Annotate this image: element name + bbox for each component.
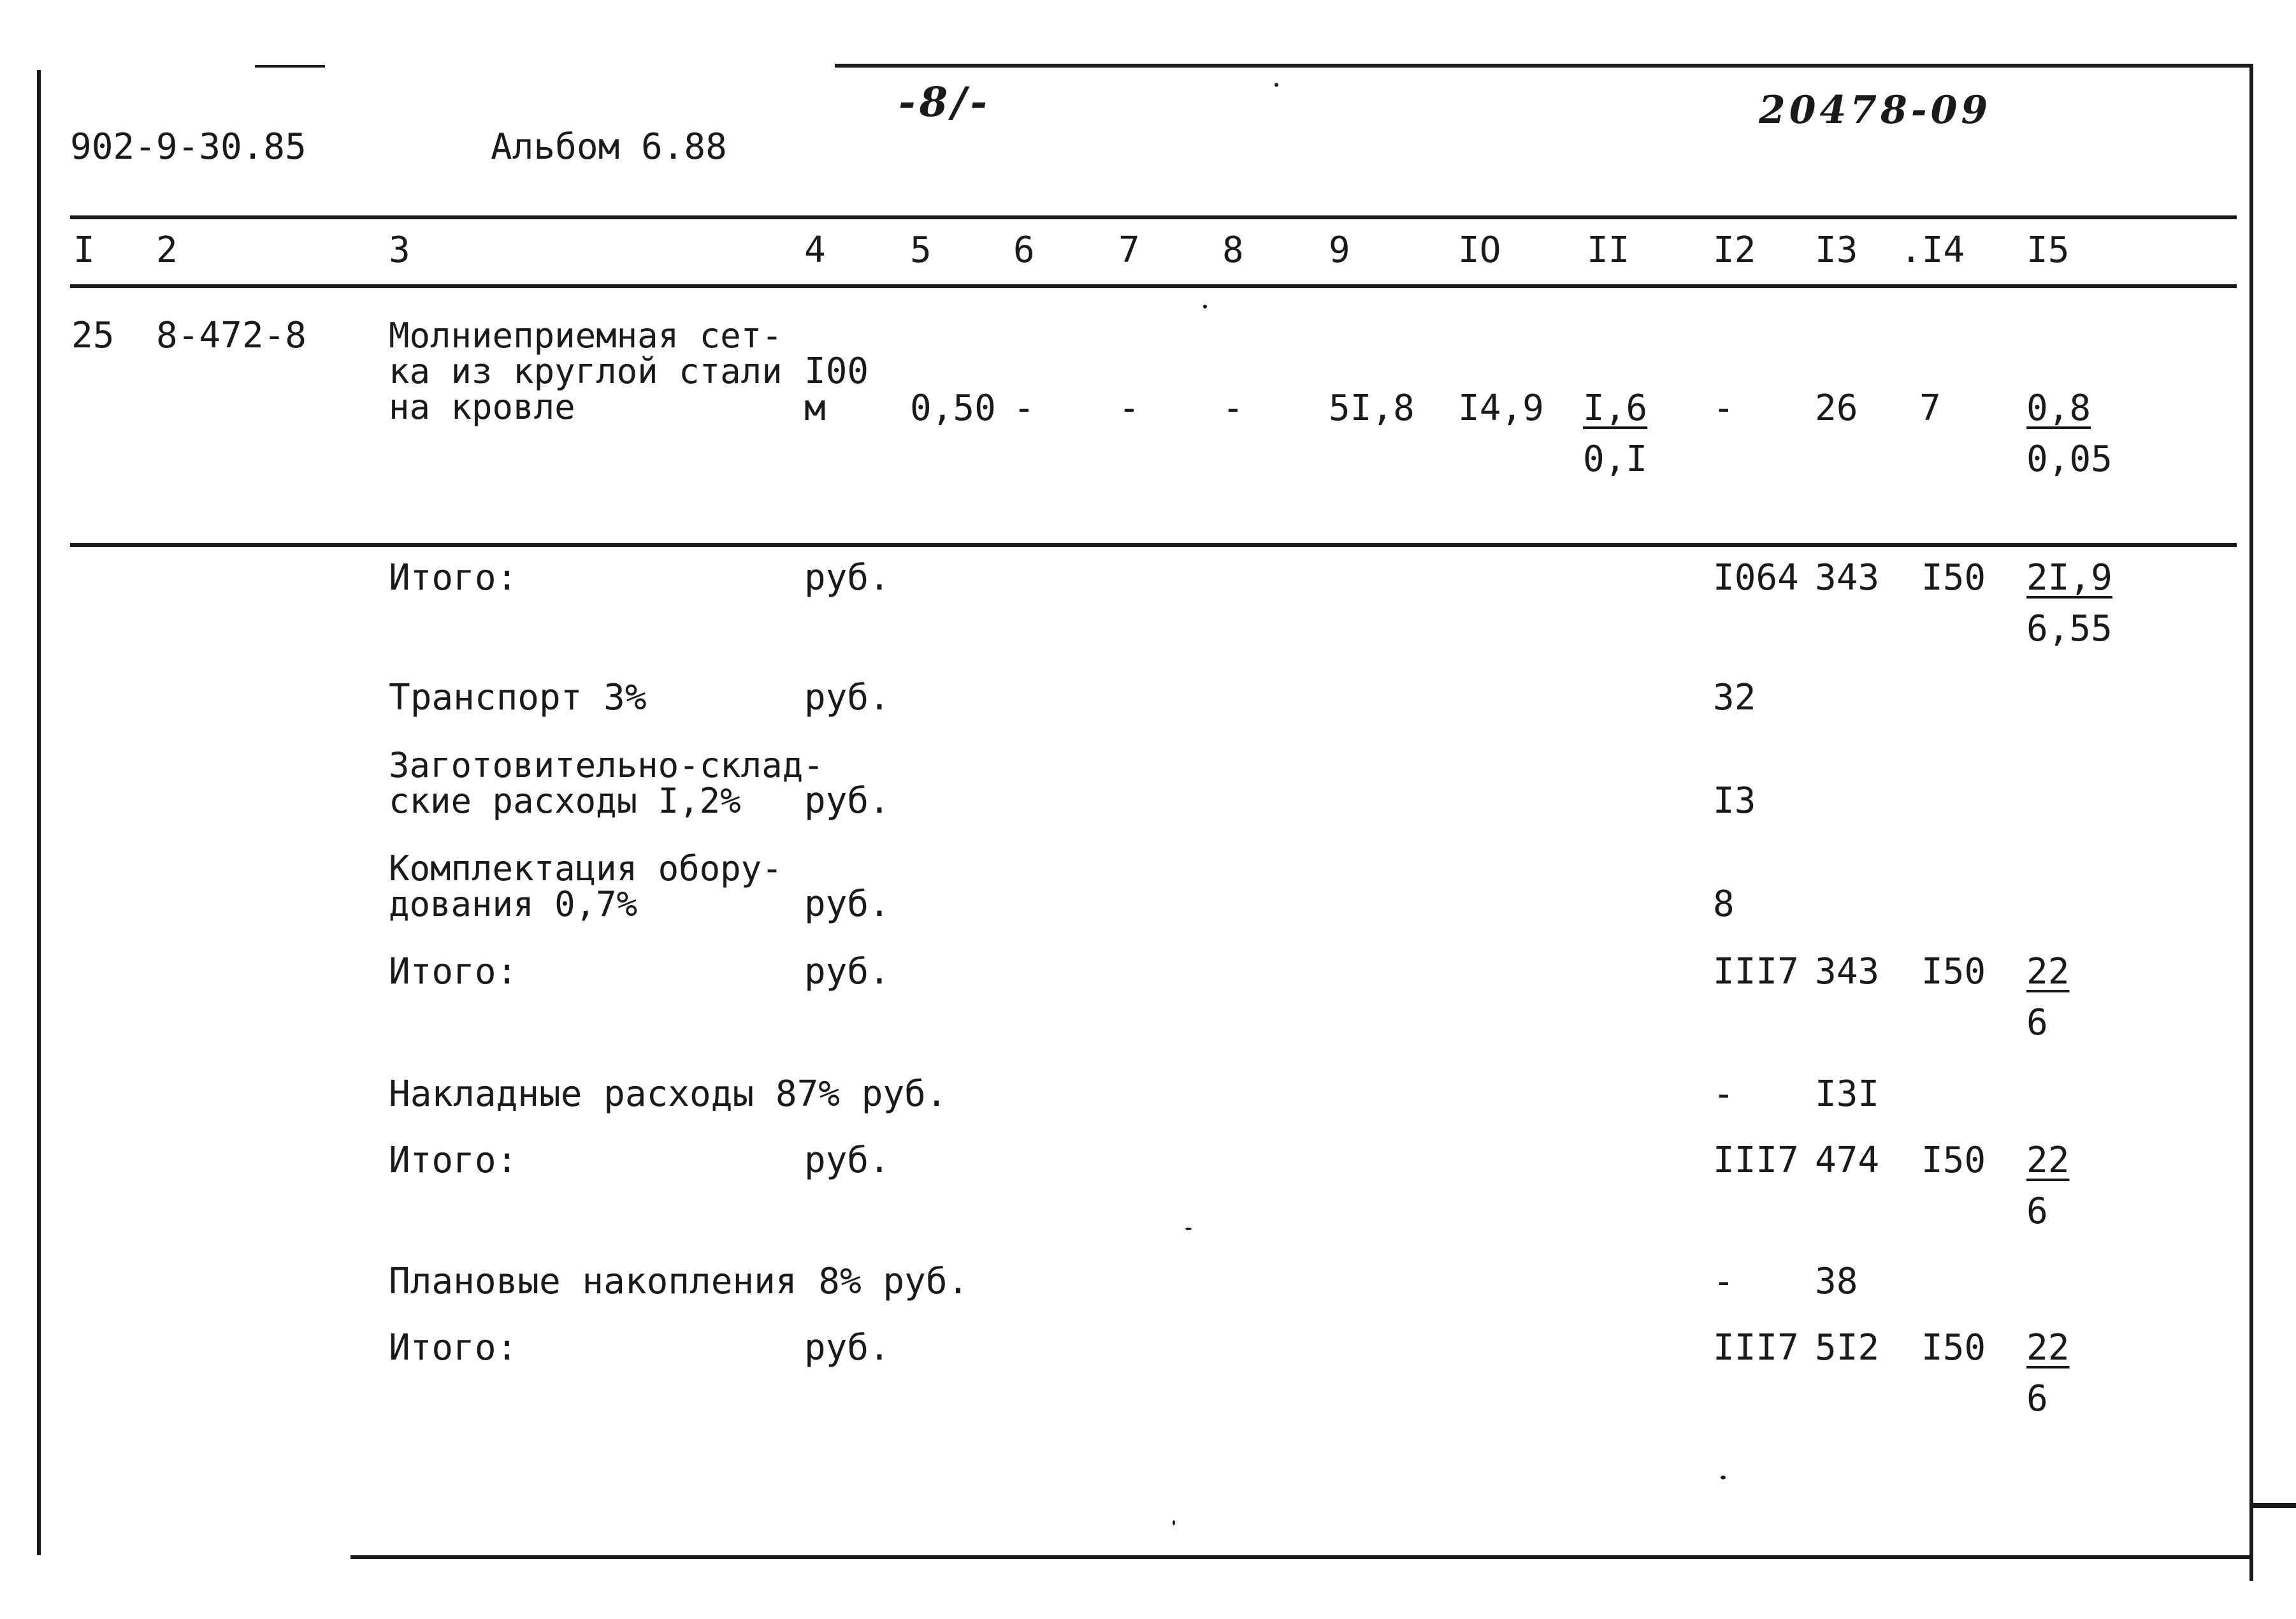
summary-label: Итого:	[389, 951, 518, 992]
summary-unit: руб.	[804, 951, 890, 992]
column-header: 4	[804, 229, 826, 271]
item-unit-qty: I00	[804, 351, 869, 392]
item-col-6: -	[1013, 388, 1035, 429]
summary-col-12: 32	[1713, 677, 1756, 718]
summary-col-12: III7	[1713, 1140, 1799, 1181]
column-header: II	[1587, 229, 1630, 271]
item-unit-name: м	[804, 388, 826, 429]
summary-unit: руб.	[804, 883, 890, 925]
summary-col-15-bottom: 6	[2026, 1378, 2048, 1419]
summary-unit: руб.	[804, 780, 890, 822]
archive-number: 20478-09	[1759, 88, 1992, 133]
summary-col-12: -	[1713, 1261, 1735, 1302]
summary-unit: руб.	[804, 677, 890, 718]
column-header: 7	[1118, 229, 1140, 271]
item-code: 8-472-8	[156, 315, 307, 356]
column-header: 5	[910, 229, 932, 271]
column-header: I5	[2026, 229, 2070, 271]
summary-label: Итого:	[389, 557, 518, 599]
summary-col-12: I064	[1713, 557, 1799, 599]
summary-col-12: -	[1713, 1073, 1735, 1115]
summary-unit: руб.	[804, 1327, 890, 1369]
column-header: 3	[389, 229, 410, 271]
summary-col-15-bottom: 6,55	[2026, 608, 2112, 650]
summary-col-13: 5I2	[1815, 1327, 1880, 1369]
summary-label: Комплектация обору-	[389, 848, 783, 889]
summary-label: Транспорт 3%	[389, 677, 647, 718]
summary-label: ские расходы I,2%	[389, 781, 741, 821]
summary-label: Заготовительно-склад-	[389, 745, 824, 785]
column-header: I3	[1815, 229, 1858, 271]
bottom-rule	[350, 1555, 2252, 1559]
summary-unit: руб.	[804, 557, 890, 599]
summary-col-15-top: 22	[2026, 951, 2070, 992]
top-stub-left	[255, 65, 325, 68]
summary-col-15-top: 22	[2026, 1140, 2070, 1181]
item-col-5: 0,50	[910, 388, 996, 429]
summary-label: Плановые накопления 8% руб.	[389, 1261, 969, 1302]
item-description-line: на кровле	[389, 387, 575, 427]
summary-col-12: 8	[1713, 883, 1735, 925]
item-col-12: -	[1713, 388, 1735, 429]
summary-col-13: I3I	[1815, 1073, 1880, 1115]
item-separator-rule	[70, 543, 2237, 547]
summary-col-15-top: 2I,9	[2026, 557, 2112, 599]
right-border	[2249, 64, 2253, 1581]
item-number: 25	[71, 315, 115, 356]
top-border-right	[835, 64, 2253, 68]
column-header: 6	[1013, 229, 1035, 271]
summary-col-13: 474	[1815, 1140, 1880, 1181]
item-col-10: I4,9	[1458, 388, 1544, 429]
speck	[1173, 1520, 1175, 1525]
speck	[1721, 1476, 1726, 1479]
summary-col-15-bottom: 6	[2026, 1002, 2048, 1043]
speck	[1274, 83, 1278, 87]
summary-col-15-bottom: 6	[2026, 1191, 2048, 1232]
summary-col-14: I50	[1921, 951, 1986, 992]
item-description-line: Молниеприемная сет-	[389, 316, 783, 356]
item-col-15-top: 0,8	[2026, 388, 2091, 429]
item-col-11-bottom: 0,I	[1583, 439, 1648, 480]
summary-col-13: 38	[1815, 1261, 1858, 1302]
column-header: I2	[1713, 229, 1756, 271]
item-col-9: 5I,8	[1329, 388, 1415, 429]
summary-col-14: I50	[1921, 1327, 1986, 1369]
summary-col-14: I50	[1921, 1140, 1986, 1181]
item-col-11-top: I,6	[1583, 388, 1648, 429]
summary-col-13: 343	[1815, 951, 1880, 992]
item-col-13: 26	[1815, 388, 1858, 429]
header-rule-top	[70, 215, 2237, 219]
summary-label: Итого:	[389, 1140, 518, 1181]
item-description-line: ка из круглой стали	[389, 351, 783, 391]
column-header: IO	[1458, 229, 1501, 271]
left-border	[37, 70, 41, 1555]
item-col-14: 7	[1919, 388, 1941, 429]
right-edge-tick	[2251, 1503, 2296, 1508]
speck	[1185, 1228, 1192, 1230]
column-header: I	[73, 229, 95, 271]
page-number: -8/-	[899, 78, 992, 126]
item-col-7: -	[1118, 388, 1140, 429]
speck	[1203, 305, 1207, 309]
summary-col-12: III7	[1713, 1327, 1799, 1369]
summary-col-15-top: 22	[2026, 1327, 2070, 1369]
album-label: Альбом 6.88	[491, 126, 727, 168]
column-header: 9	[1329, 229, 1350, 271]
summary-label: Накладные расходы 87% руб.	[389, 1073, 948, 1115]
summary-unit: руб.	[804, 1140, 890, 1181]
summary-col-13: 343	[1815, 557, 1880, 599]
summary-label: Итого:	[389, 1327, 518, 1369]
column-header: .I4	[1900, 229, 1965, 271]
summary-col-12: I3	[1713, 780, 1756, 822]
header-rule-bottom	[70, 284, 2237, 288]
summary-label: дования 0,7%	[389, 884, 638, 924]
item-col-15-bottom: 0,05	[2026, 439, 2112, 480]
summary-col-14: I50	[1921, 557, 1986, 599]
summary-col-12: III7	[1713, 951, 1799, 992]
column-header: 2	[156, 229, 178, 271]
document-code: 902-9-30.85	[70, 126, 307, 168]
item-col-8: -	[1222, 388, 1244, 429]
column-header: 8	[1222, 229, 1244, 271]
